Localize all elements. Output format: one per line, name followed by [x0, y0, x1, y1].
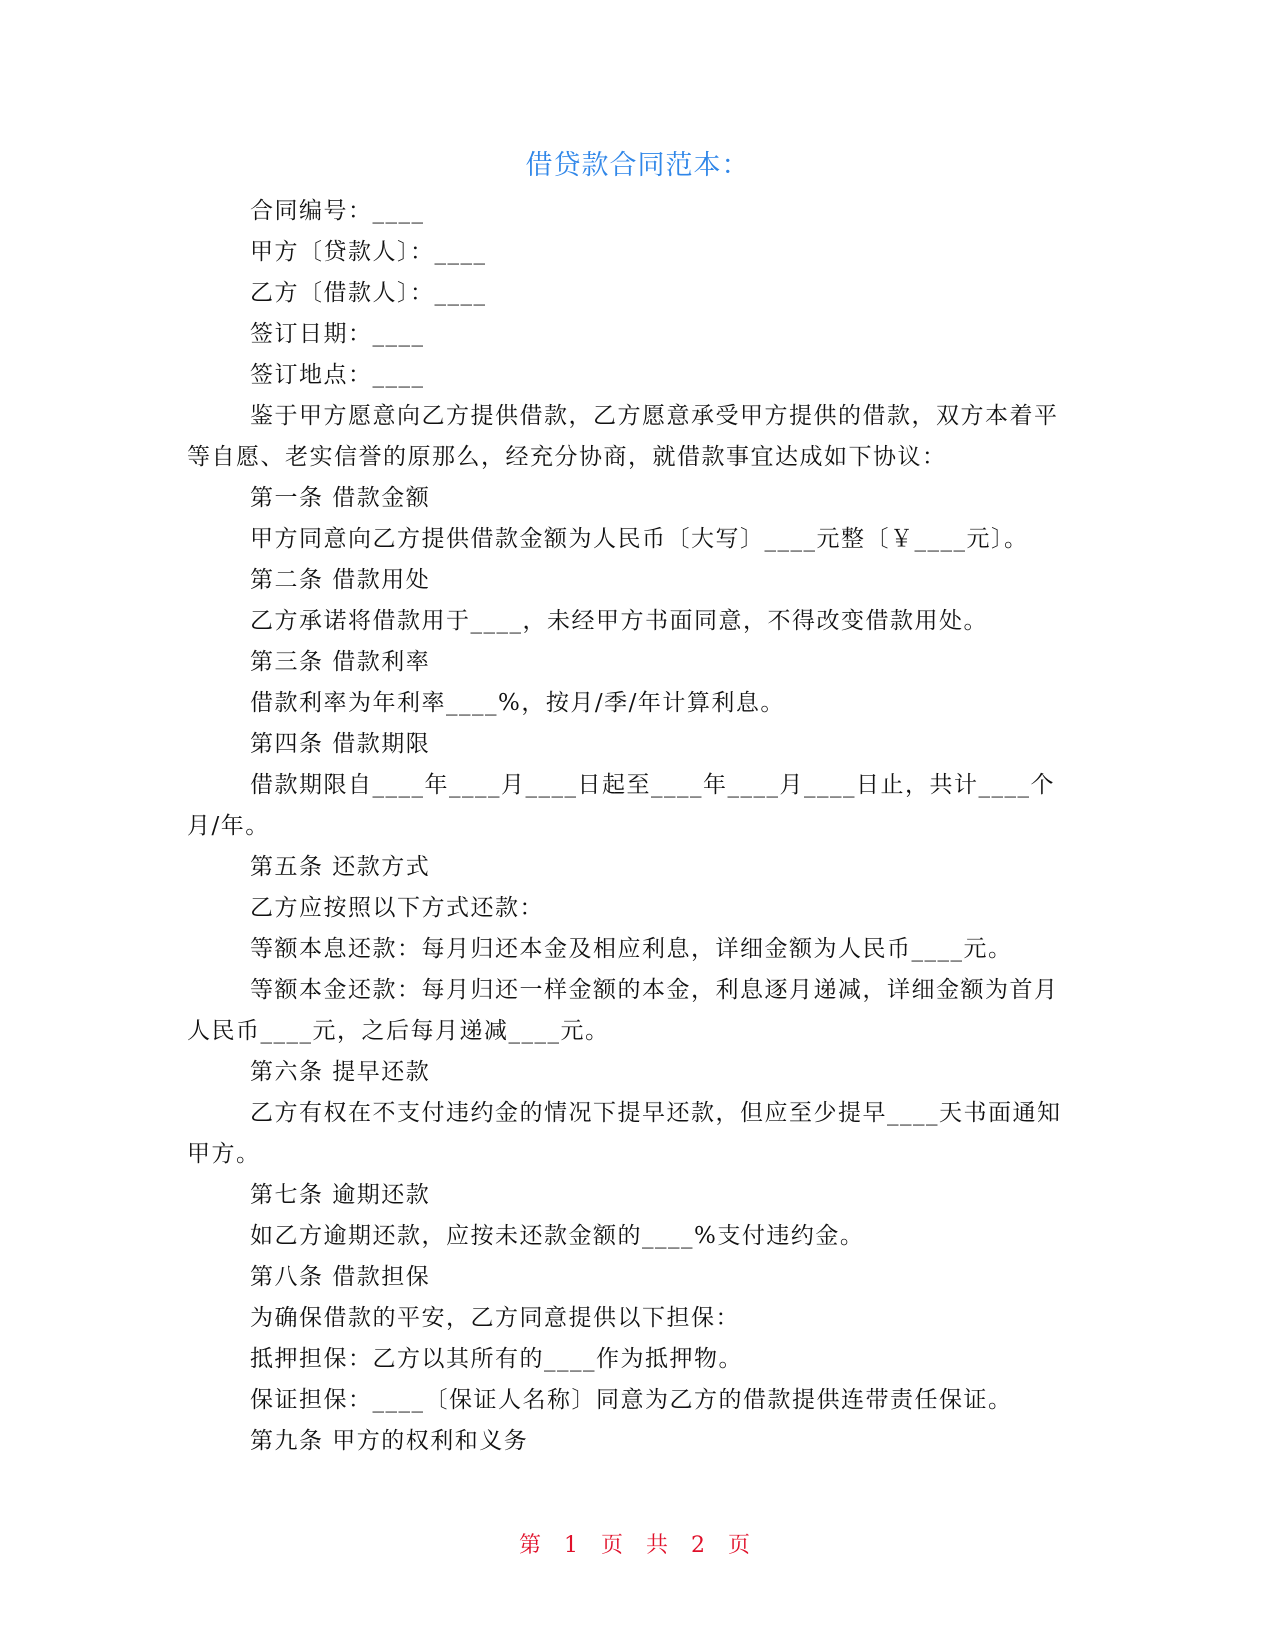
article-5-option-1: 等额本息还款：每月归还本金及相应利息，详细金额为人民币____元。 — [250, 936, 1013, 962]
article-7-heading: 第七条 逾期还款 — [250, 1182, 431, 1208]
signing-place-line: 签订地点：____ — [250, 362, 425, 388]
article-6-heading: 第六条 提早还款 — [250, 1059, 431, 1085]
preamble-paragraph: 鉴于甲方愿意向乙方提供借款，乙方愿意承受甲方提供的借款，双方本着平等自愿、老实信誉的原那么，经充分协商，就借款事宜达成如下协议： — [187, 403, 1059, 470]
article-1-heading: 第一条 借款金额 — [250, 485, 431, 511]
article-5-option-2: 等额本金还款：每月归还一样金额的本金，利息逐月递减，详细金额为首月人民币____元，之后每月递减____元。 — [187, 977, 1059, 1044]
article-2-body: 乙方承诺将借款用于____，未经甲方书面同意，不得改变借款用处。 — [250, 608, 988, 634]
article-8-guarantee: 保证担保：____〔保证人名称〕同意为乙方的借款提供连带责任保证。 — [250, 1387, 1013, 1413]
article-4-body: 借款期限自____年____月____日起至____年____月____日止，共计____个月/年。 — [187, 772, 1055, 839]
article-2-heading: 第二条 借款用处 — [250, 567, 431, 593]
article-3-heading: 第三条 借款利率 — [250, 649, 431, 675]
article-3-body: 借款利率为年利率____%，按月/季/年计算利息。 — [250, 690, 785, 716]
article-5-intro: 乙方应按照以下方式还款： — [250, 895, 544, 921]
contract-number-line: 合同编号：____ — [250, 198, 425, 224]
document-body — [187, 191, 1067, 1462]
article-8-heading: 第八条 借款担保 — [250, 1264, 431, 1290]
article-6-body: 乙方有权在不支付违约金的情况下提早还款，但应至少提早____天书面通知甲方。 — [187, 1100, 1062, 1167]
party-b-line: 乙方〔借款人〕：____ — [250, 280, 487, 306]
party-a-line: 甲方〔贷款人〕：____ — [250, 239, 487, 265]
article-4-heading: 第四条 借款期限 — [250, 731, 431, 757]
article-8-intro: 为确保借款的平安，乙方同意提供以下担保： — [250, 1305, 740, 1331]
article-5-heading: 第五条 还款方式 — [250, 854, 431, 880]
article-7-body: 如乙方逾期还款，应按未还款金额的____%支付违约金。 — [250, 1223, 865, 1249]
document-title: 借贷款合同范本： — [525, 150, 750, 181]
page-footer: 第 1 页 共 2 页 — [519, 1533, 756, 1558]
article-1-body: 甲方同意向乙方提供借款金额为人民币〔大写〕____元整〔￥____元〕。 — [250, 526, 1029, 552]
article-9-heading: 第九条 甲方的权利和义务 — [250, 1428, 529, 1454]
signing-date-line: 签订日期：____ — [250, 321, 425, 347]
article-8-mortgage: 抵押担保：乙方以其所有的____作为抵押物。 — [250, 1346, 743, 1372]
